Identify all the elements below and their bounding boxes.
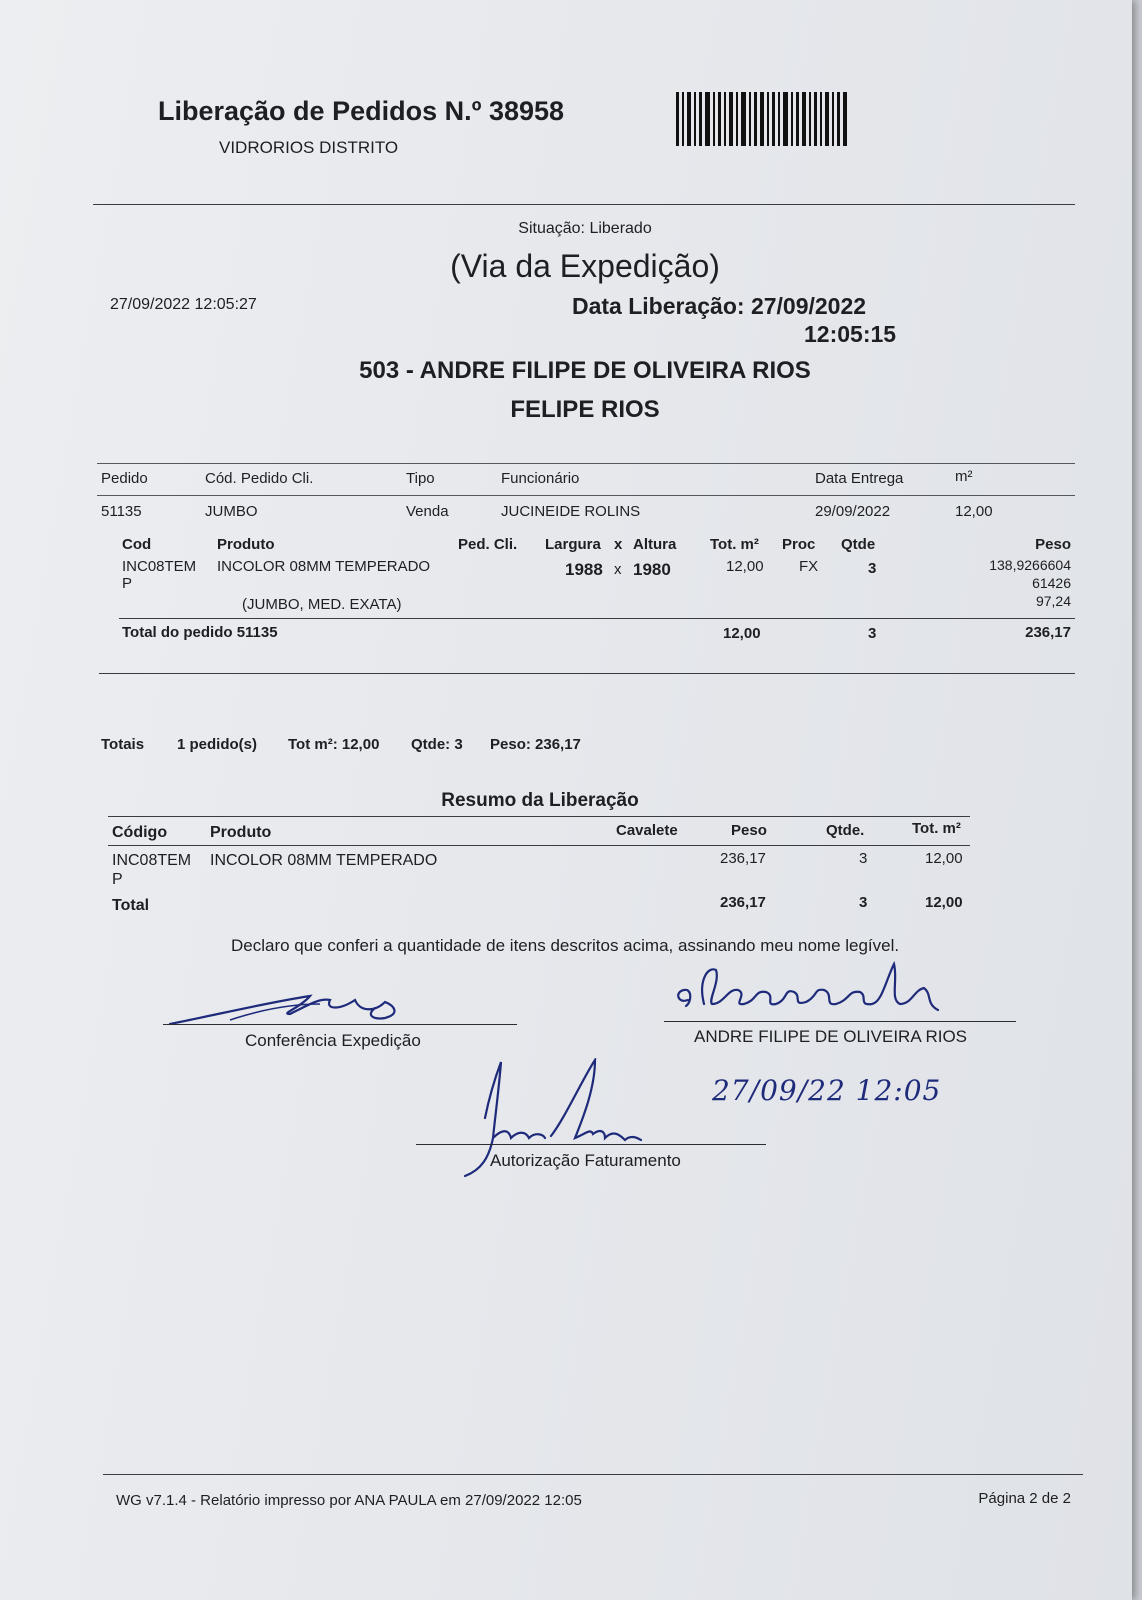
- col-header-pedido: Pedido: [101, 470, 148, 487]
- order-section-divider: [99, 673, 1075, 674]
- resumo-header-codigo: Código: [112, 824, 168, 841]
- item-header-qtde: Qtde: [841, 536, 876, 553]
- release-time: 12:05:15: [804, 321, 897, 347]
- col-header-funcionario: Funcionário: [501, 470, 580, 487]
- resumo-header-produto: Produto: [210, 824, 272, 841]
- resumo-header-peso: Peso: [731, 822, 767, 839]
- resumo-codigo-line1: INC08TEM: [112, 852, 192, 869]
- item-header-altura: Altura: [633, 536, 677, 553]
- resumo-codigo-line2: P: [112, 871, 123, 888]
- totais-peso: Peso: 236,17: [490, 736, 581, 753]
- resumo-tot-m2: 12,00: [925, 850, 963, 867]
- item-produto: INCOLOR 08MM TEMPERADO: [217, 558, 431, 575]
- resumo-header-qtde: Qtde.: [826, 822, 865, 839]
- release-date: Data Liberação: 27/09/2022: [572, 293, 867, 319]
- item-cod-line1: INC08TEM: [122, 558, 197, 575]
- col-header-m2: m²: [955, 468, 973, 485]
- totais-m2: Tot m²: 12,00: [288, 736, 380, 753]
- order-cod-cli: JUMBO: [205, 503, 258, 520]
- footer-page-number: Página 2 de 2: [978, 1490, 1071, 1507]
- order-total-m2: 12,00: [723, 625, 761, 642]
- order-tipo: Venda: [406, 503, 449, 520]
- client-signature-line: [664, 1021, 1016, 1022]
- item-header-ped-cli: Ped. Cli.: [458, 536, 518, 553]
- item-total-line: [119, 618, 1075, 619]
- item-altura: 1980: [633, 560, 671, 579]
- order-data-entrega: 29/09/2022: [815, 503, 891, 520]
- totais-qtde: Qtde: 3: [411, 736, 463, 753]
- order-table-top-line: [97, 463, 1075, 464]
- resumo-total-qtde: 3: [859, 894, 868, 911]
- client-nickname: FELIPE RIOS: [510, 396, 660, 423]
- item-peso-line2: 61426: [1032, 575, 1071, 591]
- col-header-data-entrega: Data Entrega: [815, 470, 904, 487]
- resumo-total-label: Total: [112, 897, 150, 914]
- item-largura: 1988: [565, 560, 603, 579]
- order-m2: 12,00: [955, 503, 993, 520]
- order-funcionario: JUCINEIDE ROLINS: [501, 503, 641, 520]
- item-header-produto: Produto: [217, 536, 275, 553]
- header-divider: [93, 204, 1075, 205]
- company-name: VIDRORIOS DISTRITO: [219, 138, 399, 157]
- item-produto-obs: (JUMBO, MED. EXATA): [242, 596, 402, 613]
- printed-timestamp: 27/09/2022 12:05:27: [110, 296, 257, 313]
- autorizacao-label: Autorização Faturamento: [490, 1151, 681, 1170]
- declaration-text: Declaro que conferi a quantidade de itens descritos acima, assinando meu nome legível.: [231, 936, 900, 955]
- item-header-x: x: [614, 536, 623, 553]
- item-header-peso: Peso: [1035, 536, 1071, 553]
- col-header-tipo: Tipo: [406, 470, 435, 487]
- order-total-peso: 236,17: [1025, 624, 1071, 641]
- item-peso-line1: 138,9266604: [989, 557, 1071, 573]
- via-label: (Via da Expedição): [450, 248, 720, 284]
- resumo-qtde: 3: [859, 850, 868, 867]
- item-header-tot-m2: Tot. m²: [710, 536, 759, 553]
- col-header-cod-cli: Cód. Pedido Cli.: [205, 470, 314, 487]
- client-signature-label: ANDRE FILIPE DE OLIVEIRA RIOS: [694, 1027, 968, 1046]
- order-table-header-line: [97, 495, 1075, 496]
- autorizacao-signature-line: [416, 1144, 766, 1145]
- item-header-largura: Largura: [545, 536, 601, 553]
- resumo-header-tot-m2: Tot. m²: [912, 820, 961, 837]
- barcode-icon: [676, 92, 850, 146]
- resumo-total-m2: 12,00: [925, 894, 963, 911]
- item-qtde: 3: [868, 560, 877, 577]
- signature-client-icon: [668, 960, 968, 1024]
- resumo-header-cavalete: Cavalete: [616, 822, 678, 839]
- resumo-peso: 236,17: [720, 850, 766, 867]
- status-label: Situação: Liberado: [518, 220, 652, 237]
- item-tot-m2: 12,00: [726, 558, 764, 575]
- conferencia-label: Conferência Expedição: [245, 1031, 421, 1050]
- resumo-top-line: [108, 816, 970, 817]
- item-cod-line2: P: [122, 575, 133, 592]
- item-peso-line3: 97,24: [1035, 593, 1071, 609]
- item-header-proc: Proc: [782, 536, 816, 553]
- order-total-qtde: 3: [868, 625, 877, 642]
- document-title: Liberação de Pedidos N.º 38958: [158, 96, 565, 126]
- footer-divider: [103, 1474, 1083, 1475]
- footer-print-info: WG v7.1.4 - Relatório impresso por ANA PAULA em 27/09/2022 12:05: [116, 1492, 582, 1509]
- item-proc: FX: [799, 558, 819, 575]
- item-header-cod: Cod: [122, 536, 152, 553]
- resumo-produto: INCOLOR 08MM TEMPERADO: [210, 852, 438, 869]
- totais-pedidos: 1 pedido(s): [177, 736, 258, 753]
- order-pedido: 51135: [101, 503, 142, 520]
- conferencia-signature-line: [163, 1024, 517, 1025]
- order-total-label: Total do pedido 51135: [122, 624, 278, 641]
- resumo-header-line: [108, 845, 970, 846]
- item-x: x: [614, 561, 622, 578]
- resumo-total-peso: 236,17: [720, 894, 766, 911]
- totais-label: Totais: [101, 736, 145, 753]
- resumo-title: Resumo da Liberação: [441, 790, 639, 811]
- client-name: 503 - ANDRE FILIPE DE OLIVEIRA RIOS: [359, 357, 811, 384]
- handwritten-date: 27/09/22 12:05: [712, 1074, 942, 1107]
